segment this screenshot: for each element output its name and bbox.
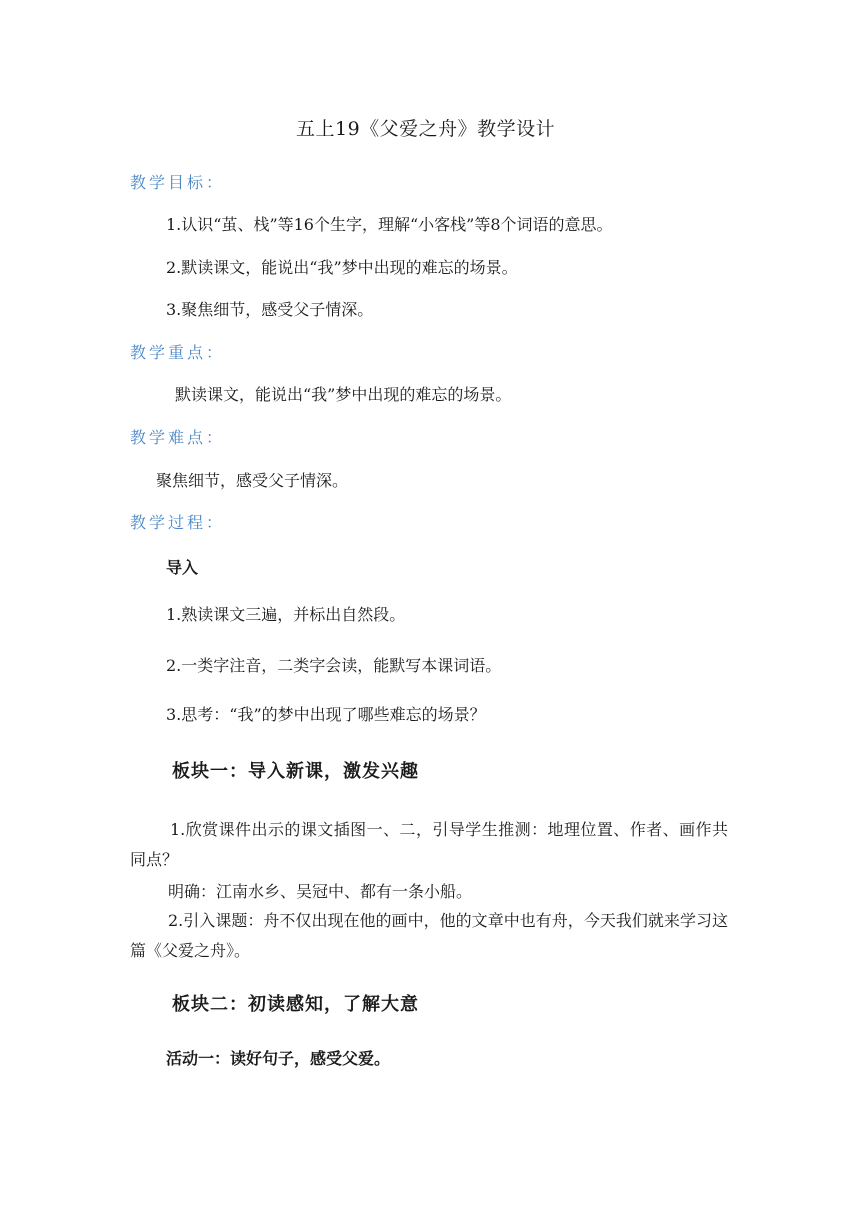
block1-paragraph-3: 2.引入课题：舟不仅出现在他的画中，他的文章中也有舟，今天我们就来学习这篇《父爱之舟》。 [130,911,728,960]
process-heading: 教学过程： [130,513,226,532]
block2-activity-1: 活动一：读好句子，感受父爱。 [166,1049,391,1068]
key-point-text: 默读课文，能说出“我”梦中出现的难忘的场景。 [175,385,512,404]
block2-title: 板块二：初读感知，了解大意 [172,994,419,1015]
block1-paragraph-2: 明确：江南水乡、吴冠中、都有一条小船。 [168,882,473,901]
difficulty-heading: 教学难点： [130,428,226,447]
intro-item-2: 2.一类字注音，二类字会读，能默写本课词语。 [166,656,502,675]
document-title: 五上19《父爱之舟》教学设计 [296,118,556,140]
intro-label: 导入 [166,558,199,577]
objective-item-2: 2.默读课文，能说出“我”梦中出现的难忘的场景。 [166,258,518,277]
difficulty-text: 聚焦细节，感受父子情深。 [156,471,349,490]
key-point-heading: 教学重点： [130,343,226,362]
block1-title: 板块一：导入新课，激发兴趣 [172,761,419,782]
block1-paragraph-1: 1.欣赏课件出示的课文插图一、二，引导学生推测：地理位置、作者、画作共同点？ [130,820,728,869]
intro-item-3: 3.思考：“我”的梦中出现了哪些难忘的场景？ [166,705,486,724]
objective-item-3: 3.聚焦细节，感受父子情深。 [166,300,374,319]
objectives-heading: 教学目标： [130,173,226,192]
intro-item-1: 1.熟读课文三遍，并标出自然段。 [166,605,406,624]
objective-item-1: 1.认识“茧、栈”等16个生字，理解“小客栈”等8个词语的意思。 [166,215,613,234]
